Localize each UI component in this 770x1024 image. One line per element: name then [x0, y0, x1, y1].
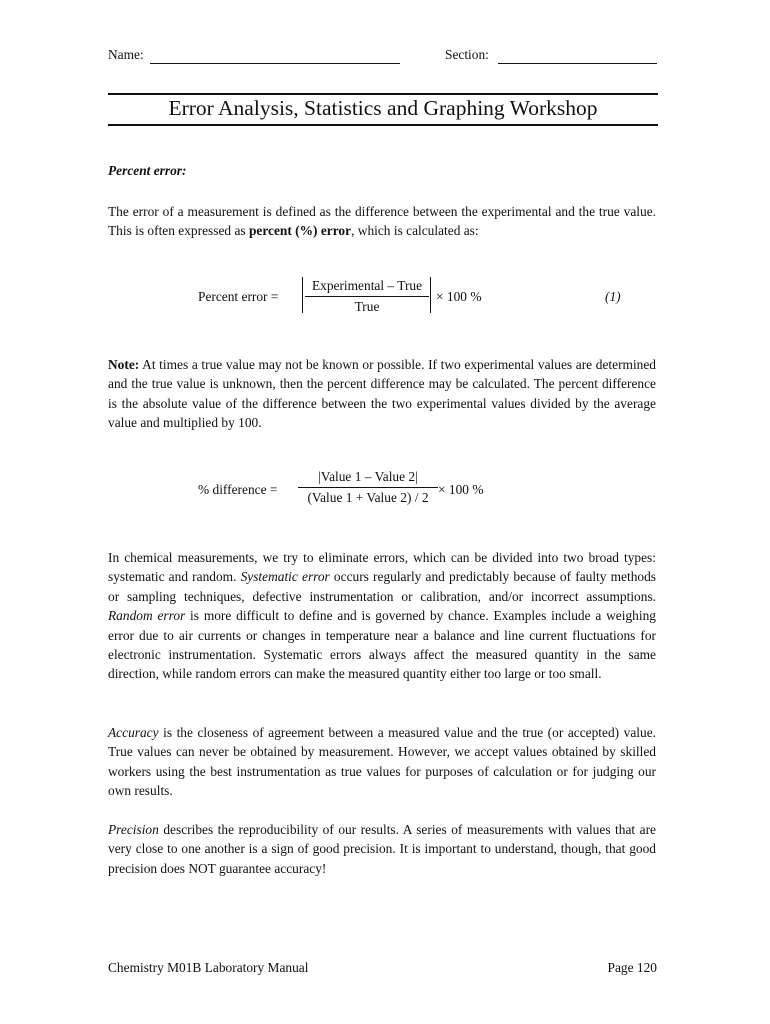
systematic-error-term: Systematic error: [240, 569, 330, 585]
errors-text-2: occurs regularly and predictably because of faulty methods or sampling techniques, defective instrumentation or calibration, and/or incorrect assumptions.: [108, 569, 656, 604]
accuracy-term: Accuracy: [108, 725, 159, 740]
title-rule-bottom: [108, 124, 658, 126]
footer-page-number: Page 120: [607, 960, 657, 975]
random-error-term: Random error: [108, 608, 186, 624]
intro-text-2: , which is calculated as:: [351, 223, 479, 239]
errors-text-1: In chemical measurements, we try to eliminate errors, which can be divided into two broad types: systematic and random.: [108, 550, 656, 585]
eq1-abs-left: [302, 277, 303, 313]
intro-bold-term: percent (%) error: [248, 223, 352, 239]
eq2-lhs: % difference =: [198, 482, 278, 497]
footer-manual-title: Chemistry M01B Laboratory Manual: [108, 960, 309, 975]
eq1-fraction: [305, 278, 429, 315]
intro-text-1: The error of a measurement is defined as the difference between the experimental and the true value. This is often expressed as: [108, 204, 656, 239]
eq1-numerator: Experimental – True: [311, 278, 423, 293]
errors-paragraph: [108, 548, 656, 684]
precision-term: Precision: [108, 822, 159, 837]
eq1-abs-right: [430, 277, 431, 313]
precision-text: describes the reproducibility of our results. A series of measurements with values that are very close to one another is a sign of good precision. It is important to understand, though, that good precision does NOT guarantee accuracy!: [108, 822, 656, 876]
errors-text-3: is more difficult to define and is governed by chance. Examples include a weighing error due to air currents or changes in temperature near a balance and line current fluctuations for electronic instrumentation. Systematic errors always affect the measured quantity in the same direction, while random errors can make the measured quantity either too large or too small.: [108, 608, 656, 682]
section-heading-percent-error: Percent error:: [108, 163, 187, 178]
precision-paragraph: [108, 820, 656, 878]
intro-paragraph: [108, 202, 656, 241]
note-paragraph: [108, 355, 656, 433]
eq2-fraction: [298, 469, 438, 506]
note-text: At times a true value may not be known or possible. If two experimental values are determined and the true value is unknown, then the percent difference may be calculated. The percent difference is the absolute value of the difference between the two experimental values divided by the average value and multiplied by 100.: [108, 357, 656, 431]
eq2-denominator: (Value 1 + Value 2) / 2: [307, 490, 429, 505]
eq1-lhs: Percent error =: [198, 289, 279, 304]
title-rule-top: [108, 93, 658, 95]
eq1-number: (1): [605, 289, 621, 304]
page-title: Error Analysis, Statistics and Graphing Workshop: [168, 96, 598, 120]
name-field[interactable]: [150, 63, 400, 64]
eq2-numerator: |Value 1 – Value 2|: [318, 469, 418, 484]
section-label: Section:: [445, 47, 489, 62]
section-field[interactable]: [498, 63, 657, 64]
eq2-multiplier: × 100 %: [438, 482, 484, 497]
accuracy-text: is the closeness of agreement between a measured value and the true (or accepted) value. True values can never be obtained by measurement. However, we accept values obtained by skilled workers using the best instrumentation as true values for purposes of calculation or for judging our own results.: [108, 725, 656, 799]
note-label: Note:: [108, 357, 140, 372]
name-label: Name:: [108, 47, 144, 62]
accuracy-paragraph: [108, 723, 656, 801]
eq1-denominator: True: [354, 299, 380, 314]
eq1-multiplier: × 100 %: [436, 289, 482, 304]
